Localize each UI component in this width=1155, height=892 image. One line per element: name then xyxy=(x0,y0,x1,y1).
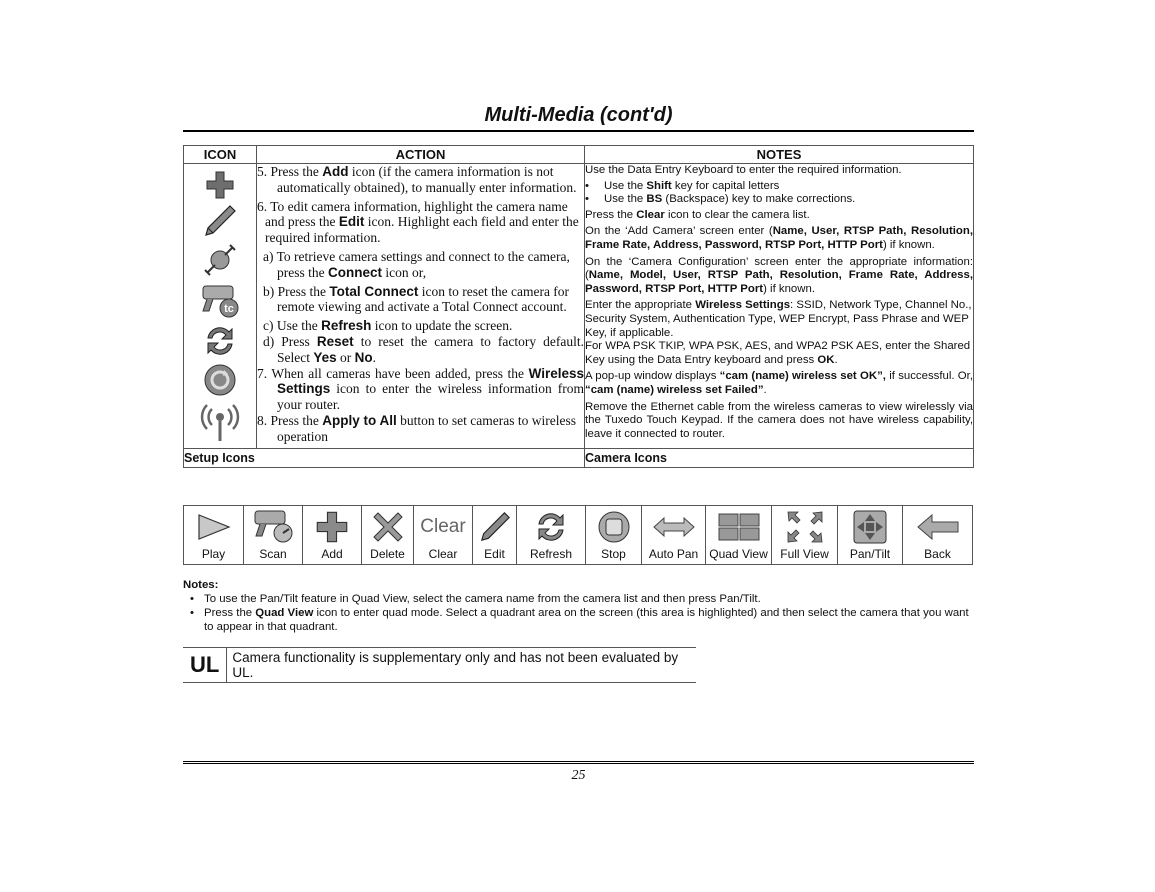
clear-icon: Clear xyxy=(420,515,466,537)
action-step-6a: a) To retrieve camera settings and connect to the camera, press the Connect icon or, xyxy=(263,248,570,280)
note-wireless-settings: Enter the appropriate Wireless Settings: SSID, Network Type, Channel No., Security System, Authentication Type, WEP Encrypt, Pass Phrase and WEP Key, if applicable. xyxy=(585,299,972,339)
note-keyboard: Use the Data Entry Keyboard to enter the required information. xyxy=(585,164,902,176)
add-icon xyxy=(205,170,235,200)
note-camera-config: On the ‘Camera Configuration’ screen enter the appropriate information: (Name, Model, User, RTSP Path, Resolution, Frame Rate, Address, Password, RTSP Port, HTTP Port) if known. xyxy=(585,255,973,295)
camera-icon-back xyxy=(903,506,972,564)
camera-icon-pan-tilt xyxy=(838,506,903,564)
note-quad-view: • Press the Quad View icon to enter quad mode. Select a quadrant area on the screen (this area is highlighted) and then select the camera that you want to appear in that quadrant. xyxy=(183,606,974,634)
camera-icon-label: Back xyxy=(924,547,951,561)
camera-icon-label: Auto Pan xyxy=(648,547,699,561)
action-step-7: 7. When all cameras have been added, press the Wireless Settings icon to enter the wireless information from your router. xyxy=(257,365,584,413)
pan-tilt-icon xyxy=(852,509,888,545)
note-ethernet: Remove the Ethernet cable from the wireless cameras to view wirelessly via the Tuxedo Touch Keypad. If the camera does not have wireless capability, leave it connected to router. xyxy=(585,400,973,440)
note-wpa: For WPA PSK TKIP, WPA PSK, AES, and WPA2 PSK AES, enter the Shared Key using the Data Entry keyboard and press OK. xyxy=(585,340,971,366)
setup-icon-label: Scan xyxy=(259,547,287,561)
ul-notice-text: Camera functionality is supplementary only and has not been evaluated by UL. xyxy=(232,650,679,680)
multimedia-table xyxy=(183,145,974,468)
action-step-5: 5. Press the Add icon (if the camera information is not automatically obtained), to manually enter information. xyxy=(257,164,577,195)
setup-icon-label: Play xyxy=(201,547,226,561)
reset-icon xyxy=(202,362,238,398)
bottom-notes xyxy=(183,578,974,634)
table-body-row xyxy=(184,164,974,449)
icon-column xyxy=(184,164,257,449)
back-icon xyxy=(916,513,960,541)
play-icon xyxy=(196,512,232,542)
header-icon: ICON xyxy=(184,146,257,164)
note-add-camera: On the ‘Add Camera’ screen enter (Name, User, RTSP Path, Resolution, Frame Rate, Address, Password, RTSP Port, HTTP Port) if known. xyxy=(585,225,973,251)
refresh-icon xyxy=(202,324,238,358)
camera-icon-quad-view xyxy=(706,506,772,564)
setup-icon-delete xyxy=(362,506,414,564)
note-popup: A pop-up window displays “cam (name) wireless set OK”, if successful. Or, “cam (name) wireless set Failed”. xyxy=(585,370,973,396)
camera-icon-label: Full View xyxy=(780,547,829,561)
stop-icon xyxy=(597,510,631,544)
bottom-notes-list xyxy=(183,592,974,634)
full-view-icon xyxy=(785,509,825,545)
setup-icon-edit xyxy=(473,506,517,564)
quad-view-icon xyxy=(717,512,761,542)
setup-icon-label: Delete xyxy=(370,547,405,561)
note-clear: Press the Clear icon to clear the camera list. xyxy=(585,208,810,221)
camera-icon-label: Quad View xyxy=(709,547,768,561)
refresh-icon xyxy=(533,510,569,544)
action-column xyxy=(257,164,585,449)
ul-notice xyxy=(183,647,696,683)
camera-icon-auto-pan xyxy=(642,506,706,564)
page-title: Multi-Media (cont'd) xyxy=(484,104,673,126)
setup-icon-label: Refresh xyxy=(529,547,573,561)
note-bullets xyxy=(585,180,973,207)
action-step-6b: b) Press the Total Connect icon to reset the camera for remote viewing and activate a Total Connect account. xyxy=(263,283,570,315)
icon-strip xyxy=(183,505,973,565)
svg-text:tc: tc xyxy=(224,303,234,315)
setup-icon-refresh xyxy=(517,506,586,564)
setup-icon-scan xyxy=(244,506,303,564)
auto-pan-icon xyxy=(652,515,696,539)
camera-icon-label: Pan/Tilt xyxy=(849,547,891,561)
scan-icon xyxy=(251,507,295,547)
edit-icon xyxy=(202,204,238,238)
setup-icons-heading: Setup Icons xyxy=(184,448,585,467)
setup-icon-play xyxy=(184,506,244,564)
connect-icon xyxy=(202,242,238,278)
header-action: ACTION xyxy=(257,146,585,164)
note-pan-tilt: • To use the Pan/Tilt feature in Quad View, select the camera name from the camera list and then press Pan/Tilt. xyxy=(183,592,974,606)
total-connect-icon xyxy=(197,282,243,320)
table-header-row xyxy=(184,146,974,164)
setup-icon-clear xyxy=(414,506,473,564)
ul-logo: UL xyxy=(183,648,227,682)
action-step-6d: d) Press Reset to reset the camera to factory default. Select Yes or No. xyxy=(263,333,585,365)
setup-icon-label: Clear xyxy=(428,547,458,561)
note-bullet-shift: • Use the Shift key for capital letters xyxy=(585,180,973,194)
camera-icon-stop xyxy=(586,506,642,564)
setup-icon-label: Edit xyxy=(484,547,505,561)
note-bullet-bs: • Use the BS (Backspace) key to make corrections. xyxy=(585,193,973,207)
notes-column xyxy=(585,164,974,449)
action-step-6: 6. To edit camera information, highlight the camera name and press the Edit icon. Highlight each field and enter the required information. xyxy=(257,198,579,246)
title-rule xyxy=(183,130,974,132)
section-row xyxy=(184,448,974,467)
action-step-8: 8. Press the Apply to All button to set cameras to wireless operation xyxy=(257,412,576,444)
delete-icon xyxy=(372,511,404,543)
footer-rule xyxy=(183,761,974,764)
page-number: 25 xyxy=(571,768,586,783)
setup-icon-add xyxy=(303,506,362,564)
action-step-6c: c) Use the Refresh icon to update the screen. xyxy=(263,318,513,334)
add-icon xyxy=(315,510,349,544)
camera-icon-full-view xyxy=(772,506,838,564)
setup-icon-label: Add xyxy=(321,547,343,561)
notes-header: Notes: xyxy=(183,579,219,591)
wireless-settings-icon xyxy=(199,402,241,444)
edit-icon xyxy=(478,510,512,544)
camera-icons-heading: Camera Icons xyxy=(585,448,974,467)
camera-icon-label: Stop xyxy=(601,547,626,561)
header-notes: NOTES xyxy=(585,146,974,164)
